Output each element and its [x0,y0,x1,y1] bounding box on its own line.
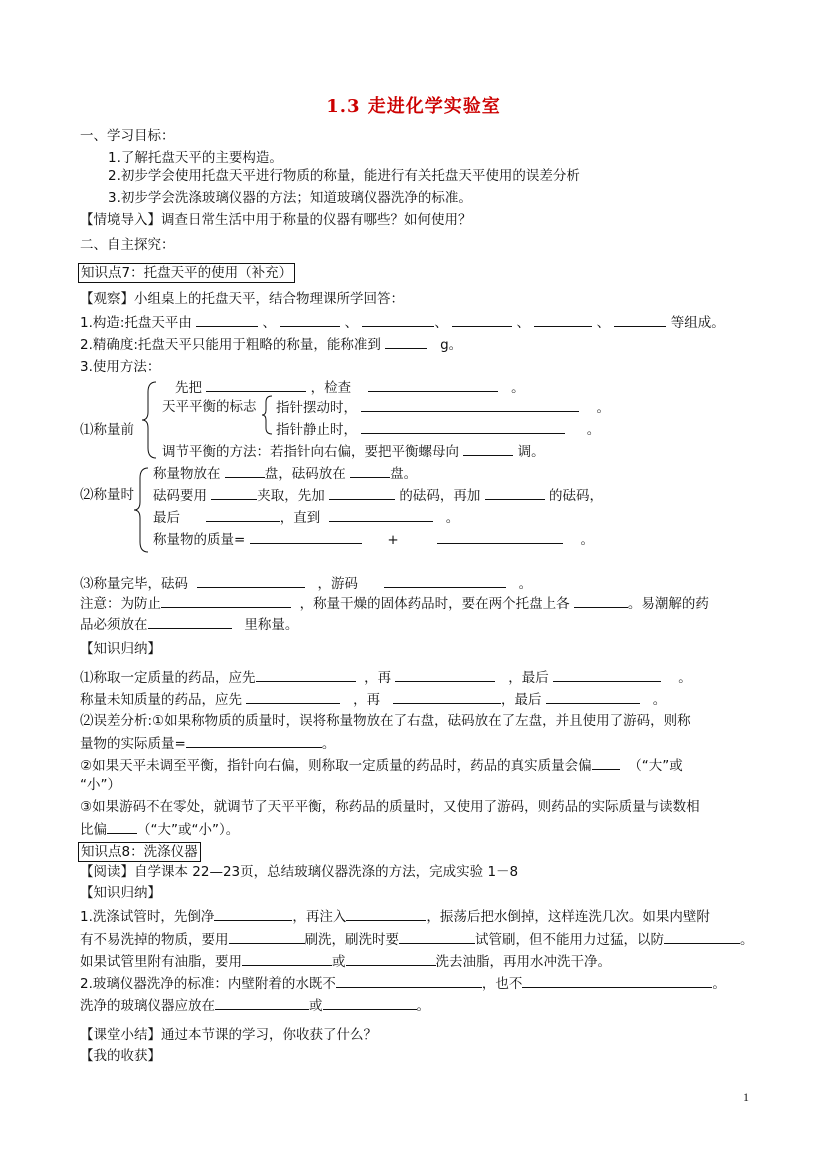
wash-line-5: 洗净的玻璃仪器应放在 或 。 [80,998,430,1014]
blank[interactable] [206,508,280,522]
blank[interactable] [197,574,305,588]
blank[interactable] [614,313,666,327]
summary-heading: 【知识归纳】 [80,641,161,657]
kp7-title: 知识点7：托盘天平的使用（补充） [78,263,295,283]
wash-line-4: 2.玻璃仪器洗净的标准：内壁附着的水既不 ，也不 。 [80,976,726,992]
error-line-6: 比偏 （“大”或“小”）。 [80,822,240,838]
blank[interactable] [437,530,563,544]
blank[interactable] [546,690,640,704]
blank[interactable] [329,508,433,522]
blank[interactable] [336,974,482,988]
goal-item-3: 3.初步学会洗涤玻璃仪器的方法；知道玻璃仪器洗净的标准。 [108,190,472,206]
swing-line: 指针摆动时， 。 [276,400,610,416]
blank[interactable] [384,574,506,588]
blank[interactable] [280,313,340,327]
left-brace [134,466,150,554]
balance-sign-label: 天平平衡的标志 [162,399,257,415]
blank[interactable] [148,615,232,629]
note-line-1: 注意：为防止 ，称量干燥的固体药品时，要在两个托盘上各 。易潮解的药 [80,596,709,612]
class-summary: 【课堂小结】通过本节课的学习，你收获了什么？ [80,1027,377,1043]
adjust-line: 调节平衡的方法：若指针向右偏，要把平衡螺母向 调。 [162,444,545,460]
during-label: ⑵称量时 [80,487,134,503]
after-line: ⑶称量完毕，砝码 ，游码 。 [80,576,533,592]
usage-heading: 3.使用方法： [80,359,161,375]
inner-brace [262,394,274,436]
precision-line: 2.精确度:托盘天平只能用于粗略的称量，能称准到 g。 [80,337,463,353]
left-brace [142,380,158,460]
blank[interactable] [553,668,661,682]
blank[interactable] [346,952,436,966]
blank[interactable] [361,420,565,434]
blank[interactable] [256,668,356,682]
still-line: 指针静止时， 。 [276,422,601,438]
goal-item-1: 1.了解托盘天平的主要构造。 [108,150,283,166]
blank[interactable] [329,486,395,500]
error-line-1: ⑵误差分析:①如果称物质的质量时，误将称量物放在了右盘，砝码放在了左盘，并且使用了游码，则称 [80,713,691,729]
blank[interactable] [246,690,340,704]
blank[interactable] [229,930,305,944]
during-line-2: 砝码要用 夹取，先加 的砝码，再加 的砝码， [153,488,603,504]
blank[interactable] [368,378,498,392]
goals-heading: 一、学习目标： [80,128,175,144]
blank[interactable] [534,313,592,327]
blank[interactable] [393,690,501,704]
harvest-heading: 【我的收获】 [80,1048,161,1064]
during-line-1: 称量物放在 盘，砝码放在 盘。 [153,466,418,482]
wash-line-1: 1.洗涤试管时，先倒净 ，再注入 ，振荡后把水倒掉，这样连洗几次。如果内壁附 [80,909,710,925]
during-line-3: 最后 ，直到 。 [153,510,460,526]
structure-line: 1.构造:托盘天平由 、 、 、 、 、 等组成。 [80,315,725,331]
blank[interactable] [242,952,332,966]
goal-item-2: 2.初步学会使用托盘天平进行物质的称量，能进行有关托盘天平使用的误差分析 [108,168,580,184]
summary-line-1: ⑴称取一定质量的药品，应先 ，再 ，最后 。 [80,670,692,686]
blank[interactable] [107,820,137,834]
blank[interactable] [574,594,628,608]
kp8-summary-heading: 【知识归纳】 [80,885,161,901]
error-line-3: ②如果天平未调至平衡，指针向右偏，则称取一定质量的药品时，药品的真实质量会偏 （“大”或 [80,758,683,774]
page-number: 1 [743,1090,749,1104]
blank[interactable] [385,335,427,349]
before-label: ⑴称量前 [80,422,134,438]
note-line-2: 品必须放在 里称量。 [80,617,299,633]
blank[interactable] [350,464,390,478]
situation-intro: 【情境导入】调查日常生活中用于称量的仪器有哪些？如何使用？ [80,212,472,228]
error-line-4: “小”） [80,777,121,793]
blank[interactable] [463,442,513,456]
blank[interactable] [225,464,265,478]
blank[interactable] [362,313,434,327]
blank[interactable] [664,930,740,944]
wash-line-2: 有不易洗掉的物质，要用 刷洗，刷洗时要 试管刷，但不能用力过猛，以防 。 [80,932,754,948]
kp8-title: 知识点8：洗涤仪器 [78,842,201,862]
error-line-5: ③如果游码不在零处，就调节了天平平衡，称药品的质量时，又使用了游码，则药品的实际质量与读数相 [80,799,700,815]
blank[interactable] [522,974,712,988]
blank[interactable] [395,668,495,682]
blank[interactable] [399,930,475,944]
blank[interactable] [323,996,417,1010]
observe-line: 【观察】小组桌上的托盘天平，结合物理课所学回答： [80,291,404,307]
blank[interactable] [250,530,362,544]
error-line-2: 量物的实际质量= 。 [80,736,336,752]
blank[interactable] [361,398,579,412]
blank[interactable] [161,594,291,608]
blank[interactable] [215,996,309,1010]
read-line: 【阅读】自学课本 22—23页，总结玻璃仪器洗涤的方法，完成实验 1－8 [80,864,519,880]
blank[interactable] [211,486,257,500]
blank[interactable] [346,907,426,921]
blank[interactable] [592,756,620,770]
blank[interactable] [206,378,306,392]
before-line-1: 先把 ，检查 。 [175,380,525,396]
explore-heading: 二、自主探究： [80,237,175,253]
blank[interactable] [186,734,322,748]
summary-line-2: 称量未知质量的药品，应先 ，再 ，最后 。 [80,692,667,708]
wash-line-3: 如果试管里附有油脂，要用 或 洗去油脂，再用水冲洗干净。 [80,954,611,970]
during-line-4: 称量物的质量= + 。 [153,532,594,548]
blank[interactable] [485,486,545,500]
blank[interactable] [196,313,258,327]
blank[interactable] [214,907,292,921]
page-title: 1.3 走进化学实验室 [326,96,501,117]
blank[interactable] [452,313,512,327]
